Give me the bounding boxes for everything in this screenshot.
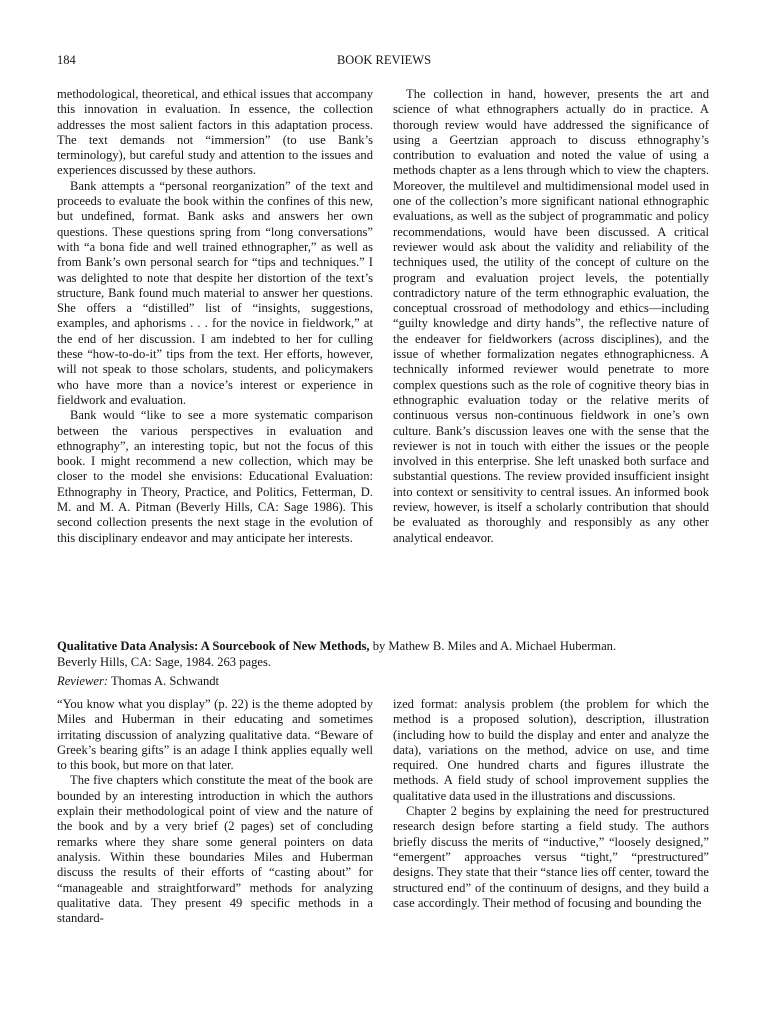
paragraph: The collection in hand, however, presents the art and science of what ethnographers actually do in practice. A thorough review would have addressed the significance of using a Geertzian approach to discuss ethnography’s contribution to evaluation and noted the value of using a methods chapter as a lens through which to view the chapters. Moreover, the multilevel and multidimensional model used in one of the collection’s more significant national ethnographic evaluations, as well as the subject of programmatic and policy recommendations, would have been discussed. A critical reviewer would ask about the validity and reliability of the techniques used, the utility of the concept of culture on the program and evaluation project levels, the potentially contradictory nature of the term ethnographic evaluation, the conceptual crossroad of methodology and ethics—including “guilty knowledge and dirty hands”, the reflective nature of the endeaver for fieldworkers (across disciplines), and the issue of whether formalization negates ethnographicness. A technically informed reviewer would penetrate to more complex questions such as the role of cognitive theory bias in ethnographic evaluation today or the relative merits of continuous versus non-continuous fieldwork in one’s own culture. Bank’s discussion leaves one with the sense that the reviewer is not in touch with either the issues or the people involved in this enterprise. She left unasked both surface and substantial questions. The review provided insufficient insight into context or sensitivity to central issues. An informed book review, however, is itself a scholarly contribution that should be evaluated as thoroughly and responsibly as any other analytical endeavor.	[393, 87, 709, 545]
paragraph: ized format: analysis problem (the problem for which the method is a proposed solution), description, illustration (including how to build the display and enter and analyze the data), variations on the method, advice on use, and time required. One hundred charts and figures illustrate the methods. A field study of school improvement supplies the qualitative data used in the illustrations and discussions.	[393, 697, 709, 803]
paragraph: The five chapters which constitute the meat of the book are bounded by an interesting introduction in which the authors explain their methodological point of view and the nature of the book and by a very brief (2 pages) set of concluding remarks where they share some general pointers on data analysis. Within these boundaries Miles and Huberman discuss the results of their efforts of “casting about” for “manageable and straightforward” methods for analyzing qualitative data. They present 49 specific methods in a standard-	[57, 773, 373, 926]
running-title: BOOK REVIEWS	[336, 53, 432, 67]
paragraph: Bank would “like to see a more systematic comparison between the various perspectives in evaluation and ethnography”, an interesting topic, but not the focus of this book. I might recommend a new collection, which may be closer to the model she envisions: Educational Evaluation: Ethnography in Theory, Practice, and Politics, Fetterman, D. M. and M. A. Pitman (Beverly Hills, CA: Sage 1986). This second collection presents the next stage in the evolution of this disciplinary endeavor and may anticipate her interests.	[57, 408, 373, 545]
book-authors: by Mathew B. Miles and A. Michael Huberman.	[372, 639, 617, 653]
review2-column-right	[393, 697, 709, 911]
running-head	[57, 53, 711, 71]
reviewer-line	[57, 674, 457, 689]
reviewer-label: Reviewer:	[57, 674, 109, 688]
review1-column-left	[57, 87, 373, 546]
paragraph: “You know what you display” (p. 22) is the theme adopted by Miles and Huberman in their educating and sometimes irritating discussion of analyzing qualitative data. “Beware of Greek’s bearing gifts” is an adage I think applies equally well to this book, but more on that later.	[57, 697, 373, 773]
paragraph: methodological, theoretical, and ethical issues that accompany this innovation in evaluation. In essence, the collection addresses the most salient factors in this adaptation process. The text demands not “immersion” (to use Bank’s terminology), but careful study and attention to the issues and experiences discussed by these authors.	[57, 87, 373, 178]
review2-column-left	[57, 697, 373, 926]
page-number: 184	[57, 53, 76, 67]
paragraph: Chapter 2 begins by explaining the need for prestructured research design before starting a field study. The authors briefly discuss the merits of “inductive,” “loosely designed,” “emergent” approaches versus “tight,” “prestructured” designs. They state that their “stance lies off center, toward the structured end” of the continuum of designs, and they build a case accordingly. Their method of focusing and bounding the	[393, 804, 709, 910]
reviewer-name: Thomas A. Schwandt	[110, 674, 220, 688]
book-publication: Beverly Hills, CA: Sage, 1984. 263 pages.	[57, 655, 272, 669]
paragraph: Bank attempts a “personal reorganization” of the text and proceeds to evaluate the book within the confines of this new, but undefined, format. Bank asks and answers her own questions. These questions spring from “long conversations” with “a bona fide and well trained ethnographer,” as well as from Bank’s own personal search for “tips and techniques.” I was delighted to note that despite her distortion of the text’s structure, Bank found much material to answer her questions. She offers a “distilled” list of “insights, suggestions, examples, and aphorisms . . . for the novice in fieldwork,” at the end of her discussion. I am indebted to her for culling these “how-to-do-it” tips from the text. Her efforts, however, will not speak to those scholars, students, and policymakers who have more than a novice’s interest or experience in fieldwork and evaluation.	[57, 178, 373, 407]
review1-column-right	[393, 87, 709, 546]
book-title: Qualitative Data Analysis: A Sourcebook of New Methods,	[57, 639, 370, 653]
book-citation	[57, 638, 717, 670]
